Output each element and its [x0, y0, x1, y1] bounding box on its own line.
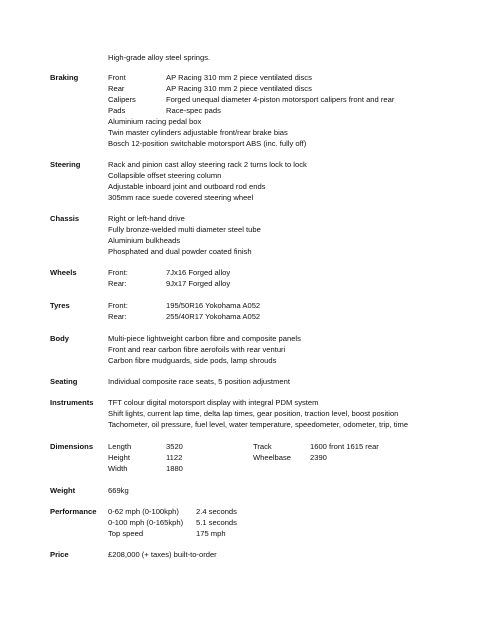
braking-calipers-value: Forged unequal diameter 4-piston motorsport calipers front and rear — [166, 95, 395, 104]
braking-pads-label: Pads — [108, 106, 126, 115]
weight-value: 669kg — [108, 486, 129, 495]
braking-pads-value: Race-spec pads — [166, 106, 221, 115]
chassis-line: Fully bronze-welded multi diameter steel tube — [108, 225, 261, 234]
steering-line: 305mm race suede covered steering wheel — [108, 193, 254, 202]
performance-row-value: 5.1 seconds — [196, 518, 237, 527]
body-line: Carbon fibre mudguards, side pods, lamp shrouds — [108, 356, 277, 365]
body-line: Multi-piece lightweight carbon fibre and composite panels — [108, 334, 301, 343]
price-heading: Price — [50, 550, 69, 559]
price-value: £208,000 (+ taxes) built-to-order — [108, 550, 217, 559]
performance-row-value: 2.4 seconds — [196, 507, 237, 516]
instruments-heading: Instruments — [50, 398, 94, 407]
body-heading: Body — [50, 334, 69, 343]
instruments-line: Tachometer, oil pressure, fuel level, water temperature, speedometer, odometer, trip, time — [108, 420, 409, 429]
instruments-line: Shift lights, current lap time, delta lap times, gear position, traction level, boost position — [108, 409, 399, 418]
dimensions-length-value: 3520 — [166, 442, 183, 451]
dimensions-height-label: Height — [108, 453, 130, 462]
wheels-heading: Wheels — [50, 268, 77, 277]
steering-heading: Steering — [50, 160, 81, 169]
braking-rear-value: AP Racing 310 mm 2 piece ventilated discs — [166, 84, 312, 93]
body-line: Front and rear carbon fibre aerofoils with rear venturi — [108, 345, 286, 354]
tyres-rear-value: 255/40R17 Yokohama A052 — [166, 312, 261, 321]
chassis-line: Phosphated and dual powder coated finish — [108, 247, 252, 256]
steering-line: Collapsible offset steering column — [108, 171, 222, 180]
seating-heading: Seating — [50, 377, 78, 386]
intro-line: High-grade alloy steel springs. — [108, 53, 211, 62]
tyres-front-label: Front: — [108, 301, 128, 310]
instruments-line: TFT colour digital motorsport display with integral PDM system — [108, 398, 319, 407]
braking-line: Bosch 12-position switchable motorsport ABS (inc. fully off) — [108, 139, 307, 148]
dimensions-wheelbase-value: 2390 — [310, 453, 327, 462]
chassis-line: Right or left-hand drive — [108, 214, 185, 223]
braking-rear-label: Rear — [108, 84, 125, 93]
dimensions-width-label: Width — [108, 464, 128, 473]
braking-line: Aluminium racing pedal box — [108, 117, 202, 126]
wheels-rear-label: Rear: — [108, 279, 127, 288]
tyres-heading: Tyres — [50, 301, 70, 310]
performance-row-label: 0-100 mph (0-165kph) — [108, 518, 184, 527]
tyres-front-value: 195/50R16 Yokohama A052 — [166, 301, 261, 310]
wheels-rear-value: 9Jx17 Forged alloy — [166, 279, 231, 288]
dimensions-width-value: 1880 — [166, 464, 183, 473]
wheels-front-value: 7Jx16 Forged alloy — [166, 268, 231, 277]
steering-line: Rack and pinion cast alloy steering rack 2 turns lock to lock — [108, 160, 307, 169]
braking-front-value: AP Racing 310 mm 2 piece ventilated discs — [166, 73, 312, 82]
dimensions-height-value: 1122 — [166, 453, 183, 462]
braking-front-label: Front — [108, 73, 126, 82]
performance-row-label: Top speed — [108, 529, 144, 538]
weight-heading: Weight — [50, 486, 76, 495]
tyres-rear-label: Rear: — [108, 312, 127, 321]
dimensions-track-value: 1600 front 1615 rear — [310, 442, 379, 451]
braking-heading: Braking — [50, 73, 79, 82]
dimensions-length-label: Length — [108, 442, 132, 451]
dimensions-track-label: Track — [253, 442, 272, 451]
performance-row-label: 0-62 mph (0-100kph) — [108, 507, 179, 516]
chassis-heading: Chassis — [50, 214, 80, 223]
dimensions-wheelbase-label: Wheelbase — [253, 453, 291, 462]
dimensions-heading: Dimensions — [50, 442, 94, 451]
wheels-front-label: Front: — [108, 268, 128, 277]
performance-heading: Performance — [50, 507, 97, 516]
chassis-line: Aluminium bulkheads — [108, 236, 181, 245]
braking-calipers-label: Calipers — [108, 95, 136, 104]
seating-value: Individual composite race seats, 5 position adjustment — [108, 377, 290, 386]
braking-line: Twin master cylinders adjustable front/rear brake bias — [108, 128, 288, 137]
performance-row-value: 175 mph — [196, 529, 226, 538]
steering-line: Adjustable inboard joint and outboard rod ends — [108, 182, 266, 191]
